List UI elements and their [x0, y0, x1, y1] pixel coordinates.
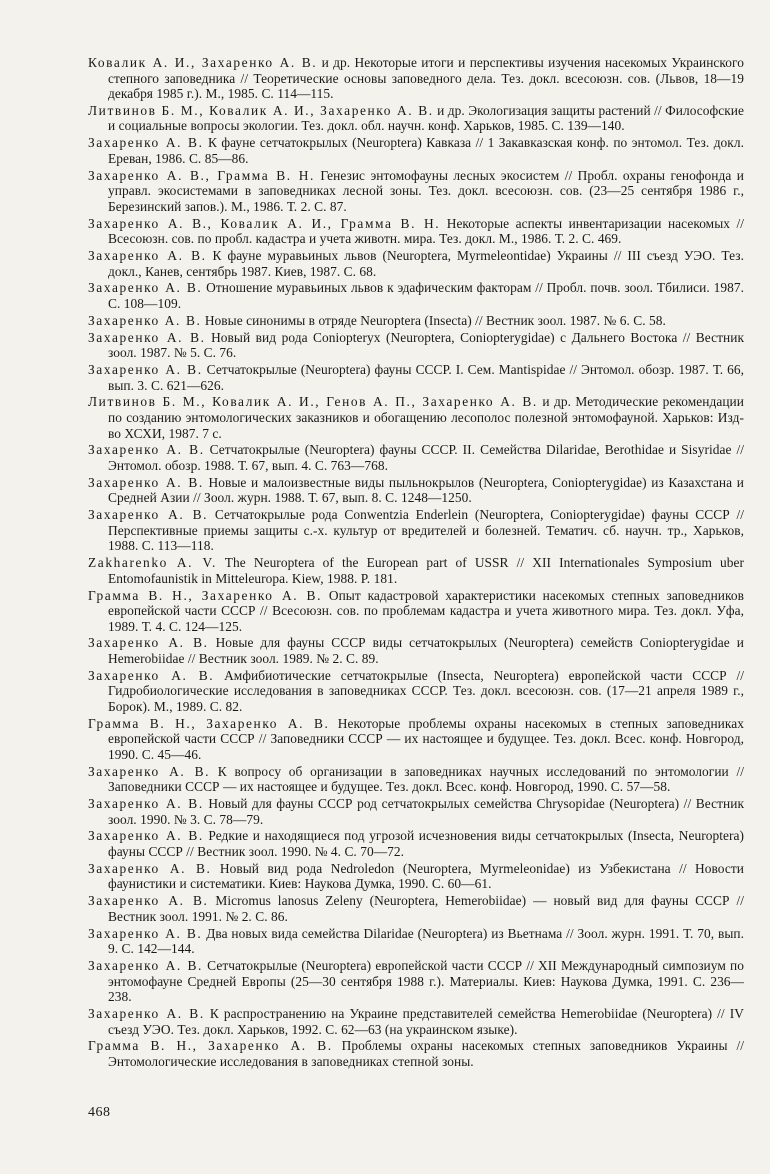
bibliography-entry — [88, 588, 744, 635]
entry-reference: Некоторые проблемы охраны насекомых в степных заповедниках европейской части СССР // Заповедники СССР — их настоящее и будущее. Тез. докл. Всес. конф. Новгород, 1990. С. 45—46. — [108, 715, 744, 762]
bibliography-entry — [88, 330, 744, 361]
entry-reference: Редкие и находящиеся под угрозой исчезновения виды сетчатокрылых (Insecta, Neuroptera) фауны СССР // Вестник зоол. 1990. № 4. С. 70—72. — [108, 828, 744, 860]
entry-reference: Два новых вида семейства Dilaridae (Neuroptera) из Вьетнама // Зоол. журн. 1991. Т. 70, вып. 9. С. 142—144. — [108, 925, 744, 957]
bibliography-entry — [88, 893, 744, 924]
entry-reference: К фауне сетчатокрылых (Neuroptera) Кавказа // 1 Закавказская конф. по энтомол. Тез. докл. Ереван, 1986. С. 85—86. — [108, 135, 744, 166]
bibliography-entry — [88, 442, 744, 473]
entry-authors: Захаренко А. В. — [88, 1005, 205, 1021]
entry-authors: Литвинов Б. М., Ковалик А. И., Генов А. П., Захаренко А. В. — [88, 394, 538, 410]
bibliography-entry — [88, 394, 744, 441]
entry-authors: Захаренко А. В. — [88, 667, 215, 683]
entry-reference: Сетчатокрылые рода Conwentzia Enderlein (Neuroptera, Coniopterygidae) фауны СССР // Перспективные приемы защиты с.-х. культур от вредителей и болезней. Тематич. сб. научн. тр., Харьков, 1988. С. 113—118. — [108, 507, 745, 554]
entry-authors: Захаренко А. В. — [88, 362, 203, 378]
entry-authors: Захаренко А. В. — [88, 796, 204, 812]
entry-authors: Zakharenko A. V. — [88, 555, 217, 571]
entry-authors: Захаренко А. В. — [88, 329, 206, 345]
entry-reference: Новые и малоизвестные виды пыльнокрылов (Neuroptera, Coniopterygidae) из Казахстана и Средней Азии // Зоол. журн. 1988. Т. 67, вып. 8. С. 1248—1250. — [108, 474, 744, 506]
entry-reference: Новый для фауны СССР род сетчатокрылых семейства Chrysopidae (Neuroptera) // Вестник зоол. 1990. № 3. С. 78—79. — [108, 796, 744, 827]
bibliography-entry — [88, 248, 744, 279]
entry-authors: Захаренко А. В. — [88, 312, 202, 328]
entry-reference: Новый вид рода Nedroledon (Neuroptera, Myrmeleonidae) из Узбекистана // Новости фаунистики и систематики. Киев: Наукова Думка, 1990. С. 60—61. — [108, 860, 744, 892]
entry-reference: Генезис энтомофауны лесных экосистем // Пробл. охраны генофонда и управл. экосистемами в заповедниках лесной зоны. Тез. докл. всесоюзн. сов. (23—25 сентября 1986 г., Березинский запов.). М., 1986. Т. 2. С. 87. — [108, 167, 744, 214]
bibliography-entry — [88, 635, 744, 666]
entry-reference: и др. Экологизация защиты растений // Философские и социальные вопросы экологии. Тез. докл. обл. научн. конф. Харьков, 1985. С. 139—140. — [108, 102, 745, 134]
bibliography-entry — [88, 1006, 744, 1037]
bibliography-entry — [88, 958, 744, 1005]
entry-authors: Захаренко А. В. — [88, 860, 212, 876]
bibliography-entry — [88, 716, 744, 763]
bibliography-list — [88, 55, 744, 1069]
page-number: 468 — [88, 1105, 111, 1120]
bibliography-entry — [88, 362, 744, 393]
entry-reference: Опыт кадастровой характеристики насекомых степных заповедников европейской части СССР // Всесоюзн. сов. по проблемам кадастра и учета животного мира. Тез. докл. Уфа, 1989. Т. 4. С. 124—125. — [108, 587, 744, 634]
entry-reference: Проблемы охраны насекомых степных заповедников Украины // Энтомологические исследования в заповедниках степной зоны. — [108, 1038, 744, 1069]
entry-authors: Захаренко А. В. — [88, 442, 205, 458]
entry-authors: Ковалик А. И., Захаренко А. В. — [88, 55, 318, 70]
bibliography-entry — [88, 507, 744, 554]
bibliography-entry — [88, 475, 744, 506]
entry-authors: Захаренко А. В. — [88, 280, 203, 296]
entry-authors: Грамма В. Н., Захаренко А. В. — [88, 715, 330, 731]
bibliography-entry — [88, 796, 744, 827]
entry-authors: Захаренко А. В. — [88, 893, 209, 909]
bibliography-entry — [88, 216, 744, 247]
bibliography-entry — [88, 313, 744, 329]
entry-reference: Новый вид рода Coniopteryx (Neuroptera, Coniopterygidae) с Дальнего Востока // Вестник зоол. 1987. № 5. С. 76. — [108, 329, 745, 361]
entry-reference: Сетчатокрылые (Neuroptera) фауны СССР. II. Семейства Dilaridae, Berothidae и Sisyridae // Энтомол. обозр. 1988. Т. 67, вып. 4. С. 763—768. — [108, 442, 744, 473]
bibliography-entry — [88, 764, 744, 795]
entry-reference: К вопросу об организации в заповедниках научных исследований по энтомологии // Заповедники СССР — их настоящее и будущее. Тез. докл. Всес. конф. Новгород, 1990. С. 57—58. — [108, 763, 744, 795]
bibliography-entry — [88, 168, 744, 215]
entry-authors: Захаренко А. В., Грамма В. Н. — [88, 167, 315, 183]
entry-authors: Захаренко А. В. — [88, 828, 204, 844]
entry-authors: Захаренко А. В. — [88, 474, 204, 490]
entry-reference: Micromus lanosus Zeleny (Neuroptera, Hemerobiidae) — новый вид для фауны СССР // Вестник зоол. 1991. № 2. С. 86. — [108, 893, 744, 924]
entry-authors: Захаренко А. В. — [88, 507, 209, 523]
entry-authors: Захаренко А. В. — [88, 248, 207, 264]
entry-reference: К распространению на Украине представителей семейства Hemerobiidae (Neuroptera) // IV съезд УЭО. Тез. докл. Харьков, 1992. С. 62—63 (на украинском языке). — [108, 1005, 744, 1037]
entry-authors: Захаренко А. В. — [88, 925, 203, 941]
entry-authors: Литвинов Б. М., Ковалик А. И., Захаренко А. В. — [88, 102, 434, 118]
entry-reference: The Neuroptera of the European part of USSR // XII Internationales Symposium uber Entomofaunistik in Mitteleuropa. Kiew, 1988. P. 181. — [108, 555, 744, 586]
bibliography-entry — [88, 1038, 744, 1069]
entry-reference: Новые синонимы в отряде Neuroptera (Insecta) // Вестник зоол. 1987. № 6. С. 58. — [201, 312, 666, 328]
bibliography-entry — [88, 828, 744, 859]
bibliography-entry — [88, 55, 744, 102]
entry-reference: Сетчатокрылые (Neuroptera) европейской части СССР // XII Международный симпозиум по энтомофауне Средней Европы (25—30 сентября 1988 г.). Материалы. Киев: Наукова Думка, 1991. С. 236—238. — [108, 958, 744, 1005]
entry-reference: Амфибиотические сетчатокрылые (Insecta, Neuroptera) европейской части СССР // Гидробиологические исследования в заповедниках СССР. Тез. докл. всесоюзн. сов. (17—21 апреля 1989 г., Борок). М., 1989. С. 82. — [108, 667, 745, 714]
entry-authors: Захаренко А. В. — [88, 635, 209, 651]
entry-authors: Захаренко А. В., Ковалик А. И., Грамма В. Н. — [88, 215, 441, 231]
entry-authors: Захаренко А. В. — [88, 763, 211, 779]
entry-reference: Некоторые аспекты инвентаризации насекомых // Всесоюзн. сов. по пробл. кадастра и учета животн. мира. Тез. докл. М., 1986. Т. 2. С. 469. — [108, 215, 744, 247]
entry-reference: К фауне муравьиных львов (Neuroptera, Myrmeleontidae) Украины // III съезд УЭО. Тез. докл., Канев, сентябрь 1987. Киев, 1987. С. 68. — [108, 248, 744, 279]
entry-authors: Грамма В. Н., Захаренко А. В. — [88, 1038, 333, 1054]
entry-authors: Грамма В. Н., Захаренко А. В. — [88, 587, 323, 603]
entry-reference: и др. Методические рекомендации по созданию энтомологических заказников и обогащению лесополос полезной энтомофауной. Харьков: Изд-во ХСХИ, 1987. 7 с. — [108, 394, 744, 441]
bibliography-entry — [88, 135, 744, 166]
bibliography-entry — [88, 861, 744, 892]
bibliography-entry — [88, 926, 744, 957]
entry-reference: Новые для фауны СССР виды сетчатокрылых (Neuroptera) семейств Coniopterygidae и Hemerobiidae // Вестник зоол. 1989. № 2. С. 89. — [108, 635, 744, 666]
entry-authors: Захаренко А. В. — [88, 958, 203, 974]
entry-reference: и др. Некоторые итоги и перспективы изучения насекомых Украинского степного заповедника // Теоретические основы заповедного дела. Тез. докл. всесоюзн. сов. (Львов, 18—19 декабря 1985 г.). М., 1985. С. 114—115. — [108, 55, 744, 102]
entry-reference: Сетчатокрылые (Neuroptera) фауны СССР. I. Сем. Mantispidae // Энтомол. обозр. 1987. Т. 66, вып. 3. С. 621—626. — [108, 362, 745, 393]
bibliography-entry — [88, 103, 744, 134]
bibliography-entry — [88, 280, 744, 311]
bibliography-entry — [88, 555, 744, 586]
entry-reference: Отношение муравьиных львов к эдафическим факторам // Пробл. почв. зоол. Тбилиси. 1987. С. 108—109. — [108, 280, 744, 311]
bibliography-entry — [88, 668, 744, 715]
entry-authors: Захаренко А. В. — [88, 135, 204, 151]
